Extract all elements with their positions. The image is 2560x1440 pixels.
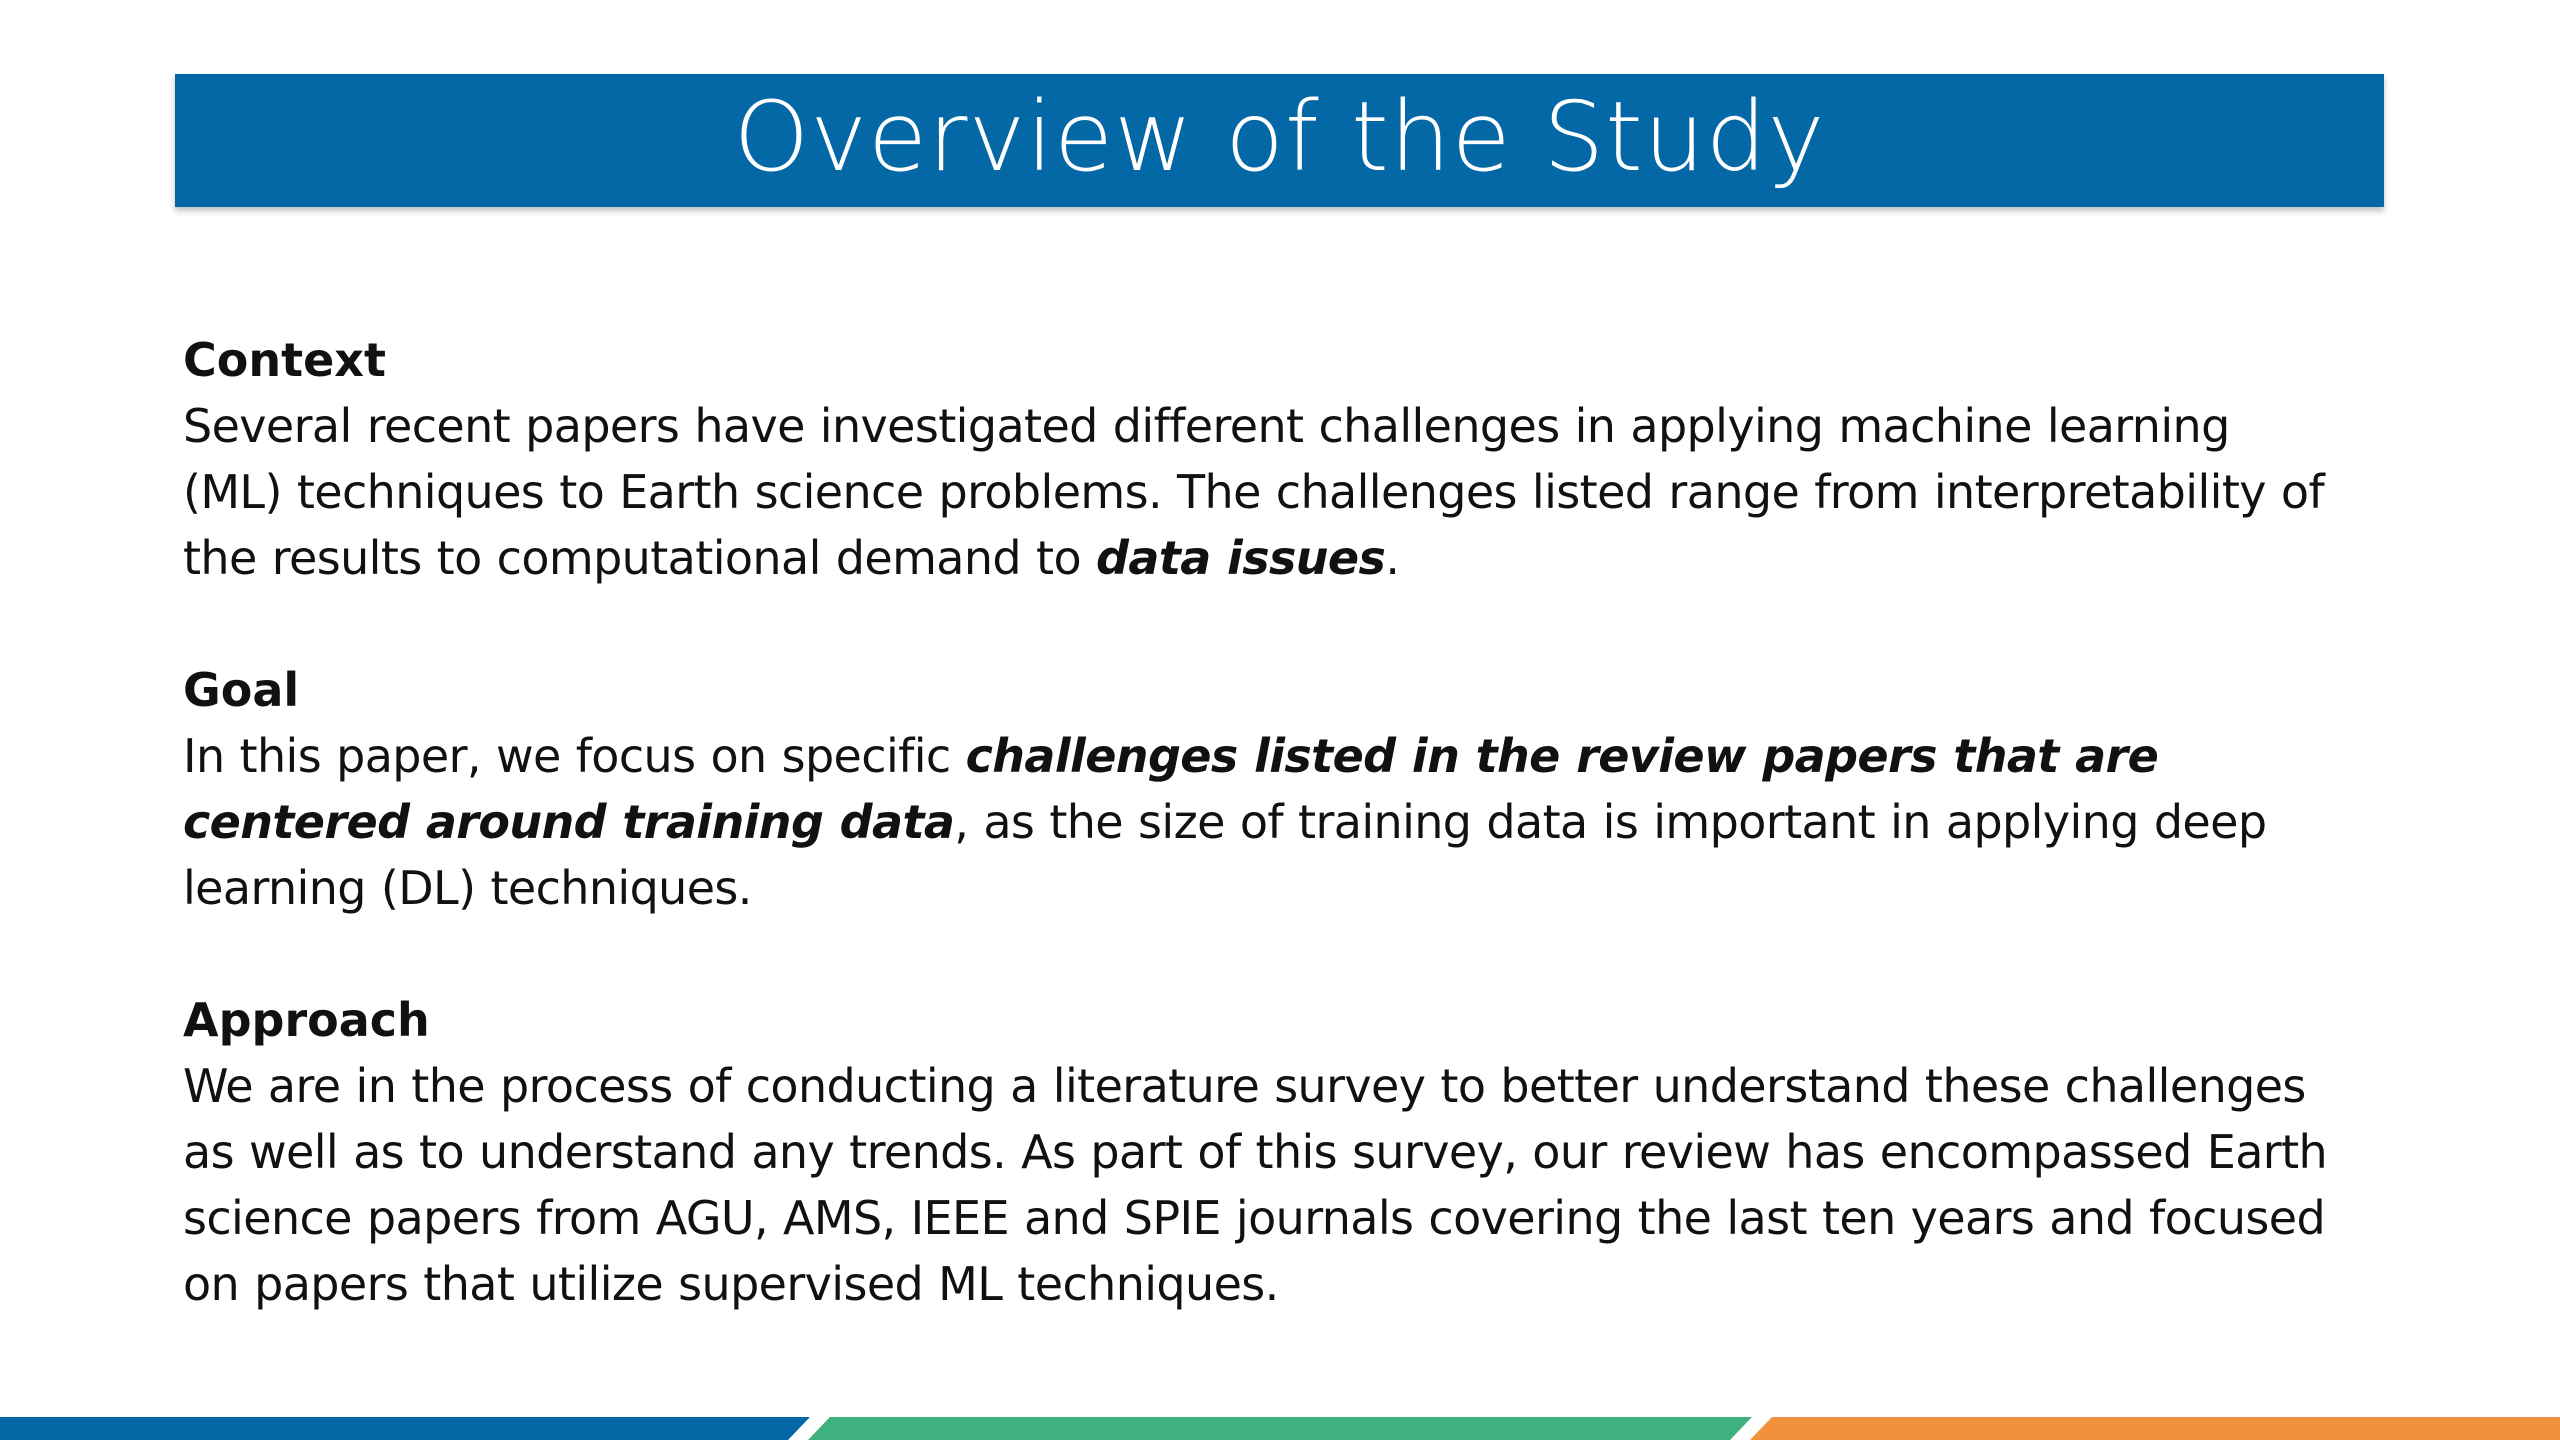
footer-stripe-graphic (0, 1417, 2560, 1440)
context-text-2: . (1385, 531, 1400, 585)
context-body (183, 393, 2333, 591)
context-heading: Context (183, 333, 386, 387)
approach-section (183, 987, 2333, 1317)
goal-emphasis: challenges listed in the review papers that are centered around training data (183, 729, 2159, 849)
title-bar (175, 74, 2384, 207)
footer-blue-segment (0, 1417, 810, 1440)
approach-body (183, 1053, 2333, 1317)
goal-section (183, 657, 2333, 921)
footer-stripe (0, 1417, 2560, 1440)
slide-content (183, 327, 2333, 1317)
approach-text-1: We are in the process of conducting a literature survey to better understand these challenges as well as to understand any trends. As part of this survey, our review has encompassed Earth science papers from AGU, AMS, IEEE and SPIE journals covering the last ten years and focused on papers that utilize supervised ML techniques. (183, 1059, 2328, 1311)
slide-title: Overview of the Study (733, 80, 1826, 193)
approach-heading: Approach (183, 993, 430, 1047)
goal-body (183, 723, 2333, 921)
context-section (183, 327, 2333, 591)
goal-text-2: , as the size of training data is important in applying deep learning (DL) techniques. (183, 795, 2267, 915)
context-text-1: Several recent papers have investigated different challenges in applying machine learning (ML) techniques to Earth science problems. The challenges listed range from interpretability of the results to computational demand to (183, 399, 2325, 585)
goal-text-1: In this paper, we focus on specific (183, 729, 966, 783)
footer-green-segment (808, 1417, 1752, 1440)
goal-heading: Goal (183, 663, 300, 717)
footer-orange-segment (1750, 1417, 2560, 1440)
context-emphasis: data issues (1096, 531, 1386, 585)
